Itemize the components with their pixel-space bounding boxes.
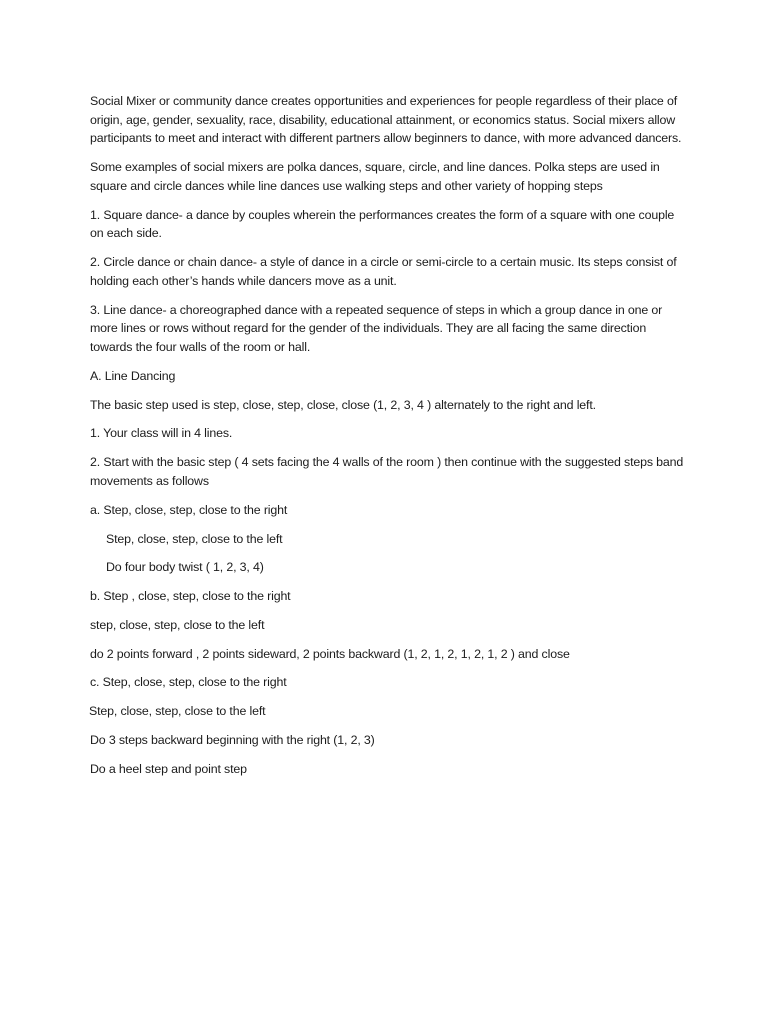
line-dance-paragraph: 3. Line dance- a choreographed dance with a repeated sequence of steps in which a group dance in one or more lines or rows without regard for the gender of the individuals. They are all facing the same direction towards the four walls of the room or hall. — [90, 302, 663, 354]
step-c-backward: Do 3 steps backward beginning with the right (1, 2, 3) — [90, 733, 375, 748]
step-a-twist: Do four body twist ( 1, 2, 3, 4) — [106, 560, 264, 575]
step-b-left: step, close, step, close to the left — [90, 617, 265, 632]
basic-step-paragraph: The basic step used is step, close, step, close, close (1, 2, 3, 4 ) alternately to the right and left. — [90, 397, 596, 412]
examples-paragraph: Some examples of social mixers are polka dances, square, circle, and line dances. Polka steps are used in square and circle dances while line dances use walking steps and other variety of hopping steps — [90, 160, 660, 193]
document-body — [90, 92, 690, 789]
step-b-right: b. Step , close, step, close to the right — [90, 589, 291, 604]
step-c-left: Step, close, step, close to the left — [89, 704, 266, 719]
start-instruction-paragraph: 2. Start with the basic step ( 4 sets facing the 4 walls of the room ) then continue with the suggested steps band movements as follows — [90, 455, 684, 488]
square-dance-paragraph: 1. Square dance- a dance by couples wherein the performances creates the form of a square with one couple on each side. — [90, 207, 675, 241]
step-a-right: a. Step, close, step, close to the right — [90, 502, 288, 517]
circle-dance-paragraph: 2. Circle dance or chain dance- a style of dance in a circle or semi-circle to a certain music. Its steps consist of holding each other’s hands while dancers move as a unit. — [90, 255, 677, 288]
step-a-left: Step, close, step, close to the left — [106, 531, 283, 546]
step-c-heel: Do a heel step and point step — [90, 761, 247, 776]
step-c-right: c. Step, close, step, close to the right — [90, 675, 287, 690]
step-b-points: do 2 points forward , 2 points sideward, 2 points backward (1, 2, 1, 2, 1, 2, 1, 2 ) and close — [90, 646, 570, 661]
class-lines-paragraph: 1. Your class will in 4 lines. — [90, 426, 233, 441]
section-heading: A. Line Dancing — [90, 368, 176, 383]
intro-paragraph: Social Mixer or community dance creates opportunities and experiences for people regardless of their place of origin, age, gender, sexuality, race, disability, educational attainment, or economics status. Social mixers allow participants to meet and interact with different partners allow beginners to dance, with more advanced dancers. — [90, 94, 682, 146]
